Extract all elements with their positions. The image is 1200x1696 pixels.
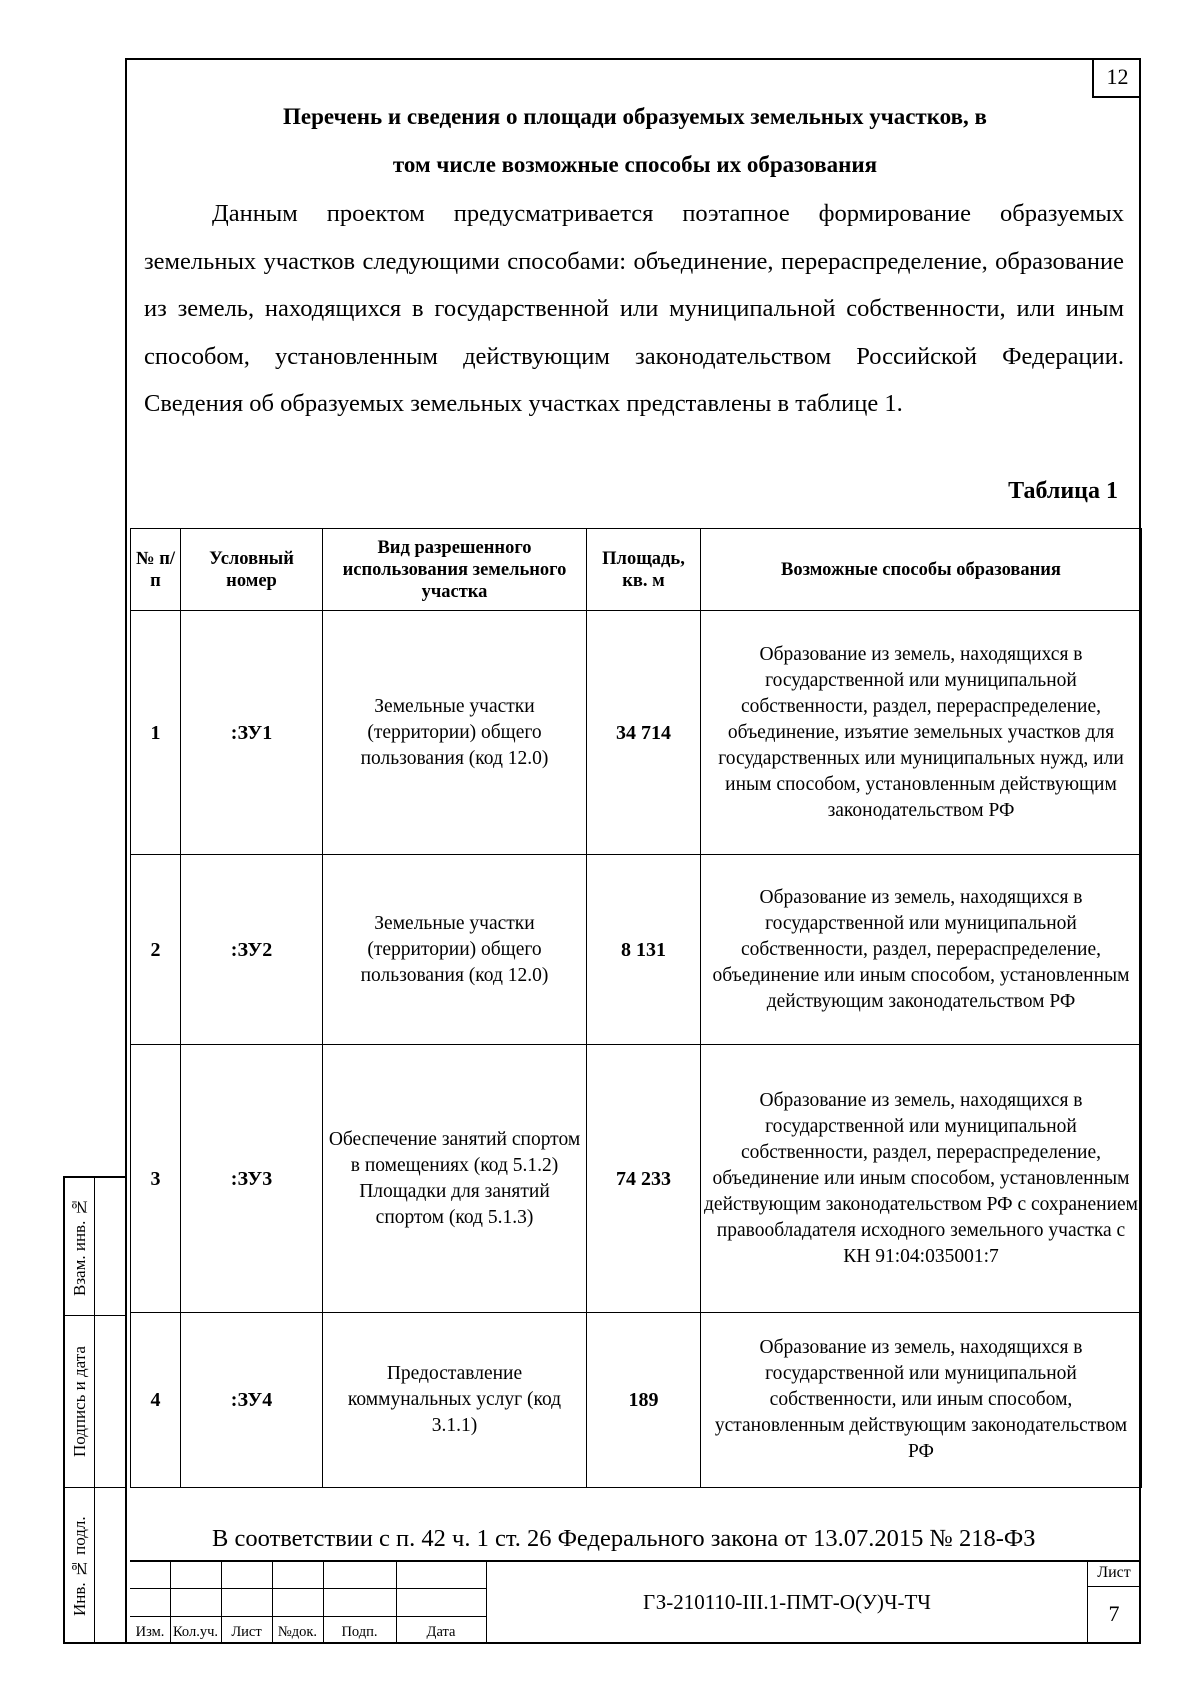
heading-line-2: том числе возможные способы их образования: [392, 152, 878, 177]
header-area: Площадь, кв. м: [587, 529, 701, 611]
row-way: Образование из земель, находящихся в государственной или муниципальной собственности, раздел, перераспределение, объединение, изъятие земельных участков для государственных или муниципальных нужд, или иным способом, установленным действующим законодательством РФ: [701, 611, 1142, 855]
sheet-label: Лист: [1088, 1560, 1140, 1587]
land-plots-table: [130, 528, 1142, 1488]
title-block-revisions: [130, 1560, 486, 1644]
row-num: 4: [131, 1313, 181, 1488]
header-way: Возможные способы образования: [701, 529, 1142, 611]
side-stamp: [63, 1176, 125, 1644]
col-label-doc: №док.: [277, 1624, 318, 1640]
law-reference: В соответствии с п. 42 ч. 1 ст. 26 Федерального закона от 13.07.2015 № 218-ФЗ: [212, 1525, 1036, 1552]
row-code: :ЗУ2: [181, 855, 323, 1045]
header-num: № п/п: [131, 529, 181, 611]
document-code: ГЗ-210110-III.1-ПМТ-О(У)Ч-ТЧ: [486, 1560, 1087, 1644]
row-code: :ЗУ3: [181, 1045, 323, 1313]
table-row: [131, 611, 1142, 855]
side-stamp-cell: [65, 1316, 125, 1488]
side-stamp-cell: [65, 1488, 125, 1644]
row-code: :ЗУ4: [181, 1313, 323, 1488]
row-area: 8 131: [587, 855, 701, 1045]
side-stamp-signature-date: Подпись и дата: [70, 1346, 89, 1458]
table-label: Таблица 1: [1008, 478, 1118, 504]
col-label-signature: Подп.: [341, 1624, 378, 1640]
side-stamp-cell: [65, 1178, 125, 1316]
col-label-count: Кол.уч.: [172, 1624, 219, 1640]
row-use: Обеспечение занятий спортом в помещениях (код 5.1.2) Площадки для занятий спортом (код 5.1.3): [323, 1045, 587, 1313]
intro-paragraph: [144, 190, 1124, 428]
col-label-sheet: Лист: [231, 1624, 262, 1640]
row-num: 2: [131, 855, 181, 1045]
page-number: 12: [1092, 58, 1141, 98]
row-code: :ЗУ1: [181, 611, 323, 855]
row-way: Образование из земель, находящихся в государственной или муниципальной собственности, раздел, перераспределение, объединение или иным способом, установленным действующим законодательством РФ с сохранением правообладателя исходного земельного участка с КН 91:04:035001:7: [701, 1045, 1142, 1313]
table-row: [131, 1045, 1142, 1313]
row-num: 3: [131, 1045, 181, 1313]
row-area: 189: [587, 1313, 701, 1488]
row-use: Земельные участки (территории) общего пользования (код 12.0): [323, 611, 587, 855]
row-way: Образование из земель, находящихся в государственной или муниципальной собственности, раздел, перераспределение, объединение или иным способом, установленным действующим законодательством РФ: [701, 855, 1142, 1045]
header-code: Условный номер: [181, 529, 323, 611]
row-num: 1: [131, 611, 181, 855]
heading-line-1: Перечень и сведения о площади образуемых земельных участков, в: [283, 104, 987, 129]
intro-text: Данным проектом предусматривается поэтапное формирование образуемых земельных участков следующими способами: объединение, перераспределение, образование из земель, находящихся в государственной или муниципальной собственности, или иным способом, установленным действующим законодательством Российской Федерации. Сведения об образуемых земельных участках представлены в таблице 1.: [144, 200, 1124, 418]
col-label-change: Изм.: [135, 1624, 165, 1640]
header-use: Вид разрешенного использования земельного участка: [323, 529, 587, 611]
sheet-box: [1087, 1560, 1141, 1644]
table-row: [131, 855, 1142, 1045]
sheet-number: 7: [1108, 1601, 1120, 1626]
row-use: Земельные участки (территории) общего пользования (код 12.0): [323, 855, 587, 1045]
row-area: 74 233: [587, 1045, 701, 1313]
row-way: Образование из земель, находящихся в государственной или муниципальной собственности, или иным способом, установленным действующим законодательством РФ: [701, 1313, 1142, 1488]
side-stamp-original-inv: Инв. № подл.: [70, 1516, 89, 1616]
side-stamp-replace-inv: Взам. инв. №: [70, 1197, 89, 1297]
col-label-date: Дата: [426, 1624, 456, 1640]
table-row: [131, 1313, 1142, 1488]
row-use: Предоставление коммунальных услуг (код 3.1.1): [323, 1313, 587, 1488]
row-area: 34 714: [587, 611, 701, 855]
table-header-row: [131, 529, 1142, 611]
